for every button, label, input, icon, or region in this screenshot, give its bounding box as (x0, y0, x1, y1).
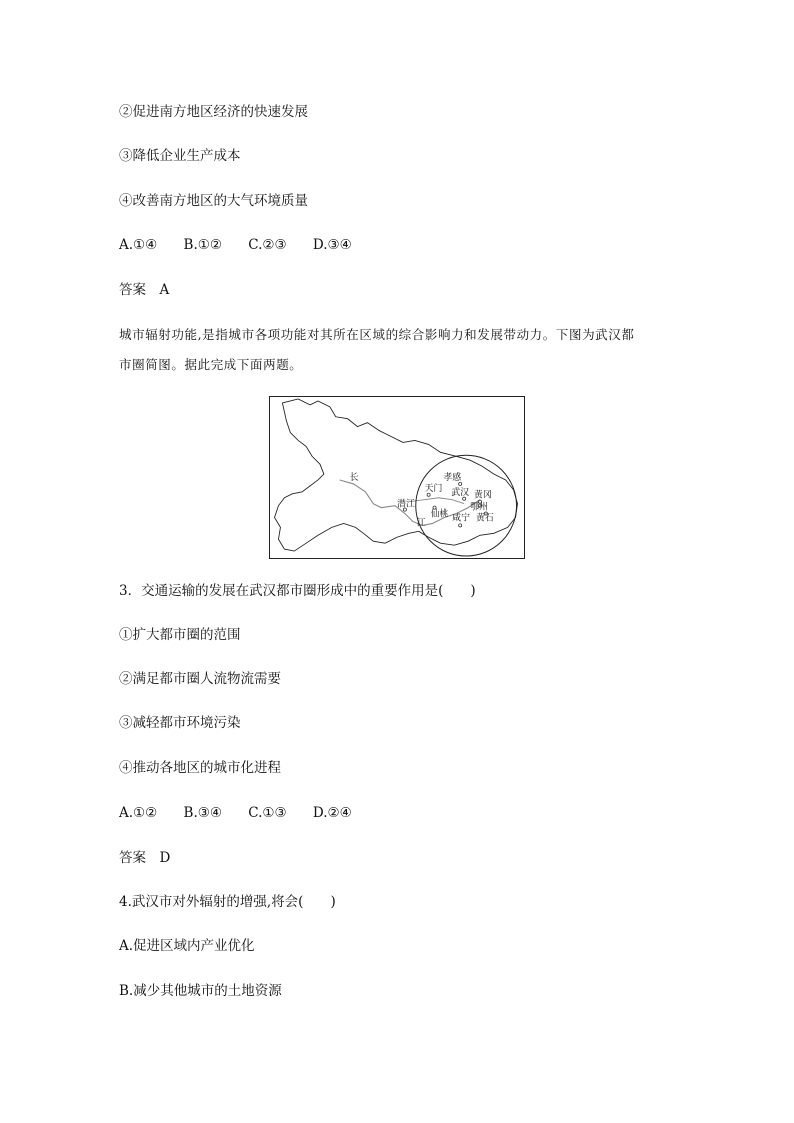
question-4: 4.武汉市对外辐射的增强,将会( ) (119, 894, 336, 910)
city-wuhan: 武汉 (451, 487, 470, 498)
city-tianmen: 天门 (424, 483, 443, 494)
river-label-2: 江 (416, 518, 426, 529)
option-line-4: ④改善南方地区的大气环境质量 (119, 193, 308, 209)
city-ezhou: 鄂州 (470, 502, 488, 513)
city-xiaogan: 孝感 (443, 472, 462, 483)
option-line-3: ③降低企业生产成本 (119, 148, 241, 164)
intro-paragraph-line2: 市圈简图。据此完成下面两题。 (119, 357, 303, 372)
choice-d: D.③④ (312, 237, 352, 253)
option-line-2: ②促进南方地区经济的快速发展 (119, 104, 308, 120)
city-huangshi: 黄石 (476, 513, 494, 524)
q4-option-b: B.减少其他城市的土地资源 (119, 983, 282, 999)
choice-b: B.③④ (183, 805, 222, 821)
metro-circle (416, 455, 517, 556)
province-outline (275, 399, 518, 551)
q3-item-4: ④推动各地区的城市化进程 (119, 760, 281, 776)
han-river (409, 498, 464, 504)
map-svg (270, 397, 524, 558)
intro-paragraph-line1: 城市辐射功能,是指城市各项功能对其所在区域的综合影响力和发展带动力。下图为武汉都 (119, 327, 635, 342)
question-3: 3．交通运输的发展在武汉都市圈形成中的重要作用是( ) (119, 583, 476, 599)
choice-c: C.②③ (248, 237, 287, 253)
q3-item-2: ②满足都市圈人流物流需要 (119, 671, 281, 687)
q3-choices (119, 804, 374, 822)
q3-item-1: ①扩大都市圈的范围 (119, 627, 241, 643)
q2-choices (119, 236, 374, 254)
choice-c: C.①③ (248, 805, 287, 821)
q4-option-a: A.促进区域内产业优化 (119, 938, 255, 954)
q3-answer: 答案 D (119, 850, 171, 866)
city-huanggang: 黄冈 (474, 490, 492, 501)
city-xianning: 咸宁 (452, 513, 471, 524)
wuhan-metro-map (269, 396, 525, 559)
river-label-1: 长 (349, 472, 359, 483)
city-qianjiang: 潜江 (397, 499, 415, 510)
choice-a: A.①④ (119, 237, 158, 253)
city-xiantao: 仙桃 (430, 509, 449, 520)
choice-b: B.①② (183, 237, 222, 253)
choice-d: D.②④ (312, 805, 352, 821)
choice-a: A.①② (119, 805, 158, 821)
q3-item-3: ③减轻都市环境污染 (119, 715, 241, 731)
q2-answer: 答案 A (119, 282, 170, 298)
